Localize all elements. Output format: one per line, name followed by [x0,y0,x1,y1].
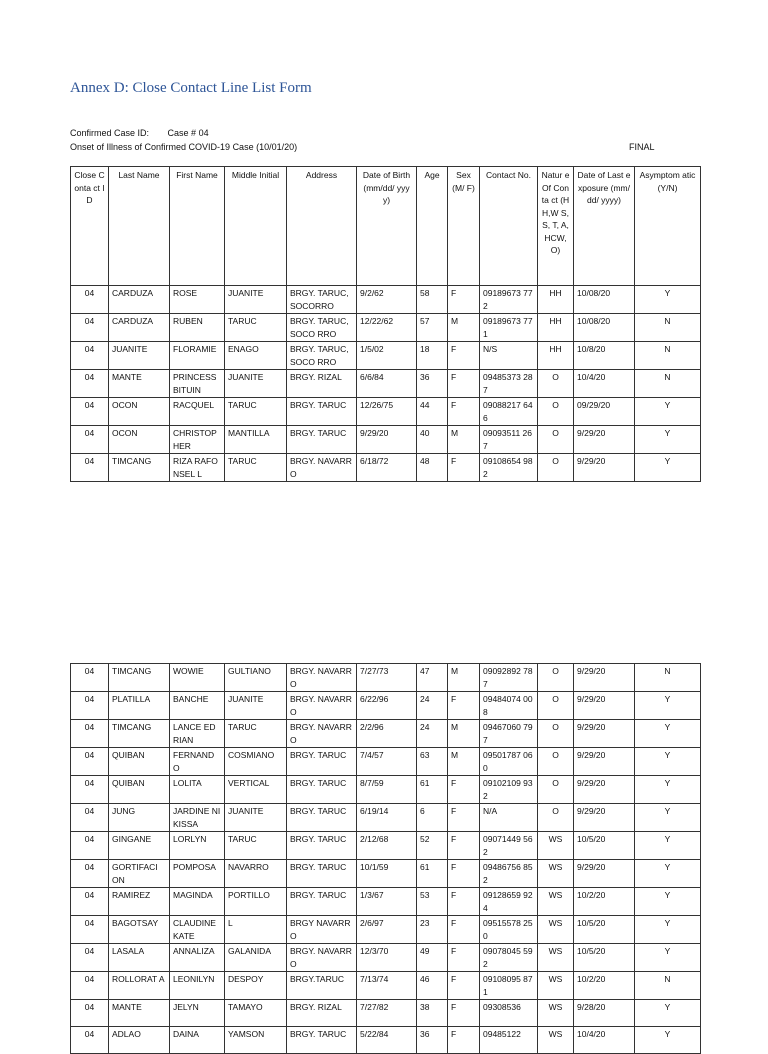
cell-dob: 6/22/96 [357,692,417,720]
cell-middle-initial: TAMAYO [225,1000,287,1027]
cell-sex: F [448,454,480,482]
cell-first-name: LEONILYN [170,972,225,1000]
cell-sex: M [448,748,480,776]
cell-id: 04 [71,398,109,426]
cell-last-name: JUNG [109,804,170,832]
cell-age: 61 [417,860,448,888]
cell-nature: WS [538,916,574,944]
cell-nature: HH [538,314,574,342]
cell-id: 04 [71,972,109,1000]
cell-contact-no: 09078045 592 [480,944,538,972]
cell-last-exposure: 10/5/20 [574,944,635,972]
cell-middle-initial: DESPOY [225,972,287,1000]
cell-asymptomatic: N [635,664,701,692]
cell-contact-no: 09515578 250 [480,916,538,944]
cell-nature: O [538,426,574,454]
table-row [71,426,701,454]
cell-last-name: LASALA [109,944,170,972]
cell-dob: 12/3/70 [357,944,417,972]
cell-contact-no: 09102109 932 [480,776,538,804]
cell-sex: F [448,692,480,720]
cell-last-exposure: 9/29/20 [574,426,635,454]
cell-address: BRGY. NAVARRO [287,692,357,720]
cell-address: BRGY. TARUC [287,860,357,888]
cell-last-name: GINGANE [109,832,170,860]
cell-id: 04 [71,314,109,342]
cell-first-name: RIZA RAFONSEL L [170,454,225,482]
cell-asymptomatic: Y [635,804,701,832]
table-row [71,748,701,776]
cell-age: 36 [417,1027,448,1054]
confirmed-case-label: Confirmed Case ID: [70,128,150,138]
cell-address: BRGY. TARUC [287,426,357,454]
cell-last-name: TIMCANG [109,720,170,748]
cell-last-exposure: 9/29/20 [574,748,635,776]
cell-first-name: FLORAMIE [170,342,225,370]
cell-contact-no: 09108095 871 [480,972,538,1000]
cell-age: 18 [417,342,448,370]
cell-asymptomatic: Y [635,860,701,888]
cell-last-exposure: 9/29/20 [574,454,635,482]
cell-last-name: TIMCANG [109,454,170,482]
cell-sex: F [448,286,480,314]
cell-dob: 2/2/96 [357,720,417,748]
header-first-name: First Name [170,167,225,286]
cell-dob: 7/27/73 [357,664,417,692]
cell-last-exposure: 10/5/20 [574,916,635,944]
cell-first-name: RACQUEL [170,398,225,426]
cell-sex: M [448,314,480,342]
cell-id: 04 [71,1000,109,1027]
cell-contact-no: 09485122 [480,1027,538,1054]
cell-first-name: WOWIE [170,664,225,692]
header-middle-initial: Middle Initial [225,167,287,286]
cell-last-name: OCON [109,398,170,426]
cell-dob: 6/6/84 [357,370,417,398]
cell-first-name: CLAUDINE KATE [170,916,225,944]
cell-age: 23 [417,916,448,944]
cell-first-name: JARDINE NIKISSA [170,804,225,832]
cell-asymptomatic: Y [635,286,701,314]
cell-middle-initial: COSMIANO [225,748,287,776]
cell-nature: O [538,664,574,692]
cell-id: 04 [71,860,109,888]
cell-address: BRGY. TARUC [287,888,357,916]
cell-middle-initial: ENAGO [225,342,287,370]
cell-last-name: MANTE [109,370,170,398]
cell-id: 04 [71,832,109,860]
cell-dob: 10/1/59 [357,860,417,888]
cell-sex: M [448,664,480,692]
cell-last-exposure: 9/29/20 [574,860,635,888]
cell-first-name: FERNAND O [170,748,225,776]
cell-nature: O [538,804,574,832]
cell-sex: F [448,342,480,370]
cell-nature: WS [538,860,574,888]
cell-middle-initial: L [225,916,287,944]
cell-age: 63 [417,748,448,776]
cell-age: 52 [417,832,448,860]
cell-dob: 1/5/02 [357,342,417,370]
cell-contact-no: N/S [480,342,538,370]
cell-nature: HH [538,342,574,370]
cell-asymptomatic: Y [635,426,701,454]
cell-asymptomatic: N [635,370,701,398]
cell-asymptomatic: Y [635,720,701,748]
cell-age: 61 [417,776,448,804]
cell-middle-initial: JUANITE [225,286,287,314]
table-row [71,972,701,1000]
cell-last-exposure: 10/2/20 [574,888,635,916]
cell-last-exposure: 10/2/20 [574,972,635,1000]
cell-nature: O [538,748,574,776]
cell-age: 58 [417,286,448,314]
cell-middle-initial: JUANITE [225,370,287,398]
contact-table-part-1 [70,166,701,482]
cell-first-name: CHRISTOP HER [170,426,225,454]
cell-last-exposure: 9/29/20 [574,720,635,748]
cell-middle-initial: PORTILLO [225,888,287,916]
cell-asymptomatic: Y [635,916,701,944]
cell-first-name: ANNALIZA [170,944,225,972]
cell-contact-no: 09071449 562 [480,832,538,860]
header-last-name: Last Name [109,167,170,286]
header-address: Address [287,167,357,286]
cell-contact-no: 09092892 787 [480,664,538,692]
cell-id: 04 [71,664,109,692]
cell-last-name: QUIBAN [109,748,170,776]
cell-last-exposure: 10/08/20 [574,286,635,314]
cell-asymptomatic: N [635,314,701,342]
cell-id: 04 [71,342,109,370]
header-date-last-exposure: Date of Last exposure (mm/dd/ yyyy) [574,167,635,286]
cell-sex: F [448,832,480,860]
cell-nature: WS [538,888,574,916]
cell-nature: O [538,692,574,720]
cell-last-name: ADLAO [109,1027,170,1054]
cell-last-name: TIMCANG [109,664,170,692]
cell-address: BRGY. NAVARRO [287,664,357,692]
table-row [71,286,701,314]
cell-contact-no: 09128659 924 [480,888,538,916]
cell-address: BRGY. TARUC [287,776,357,804]
cell-first-name: LANCE EDRIAN [170,720,225,748]
cell-age: 36 [417,370,448,398]
onset-line: Onset of Illness of Confirmed COVID-19 Case (10/01/20) [70,142,298,152]
cell-dob: 9/2/62 [357,286,417,314]
cell-nature: O [538,720,574,748]
header-nature-of-contact: Natur e Of Conta ct (HH,W S, S, T, A, HCW, O) [538,167,574,286]
cell-middle-initial: TARUC [225,398,287,426]
cell-first-name: RUBEN [170,314,225,342]
cell-nature: WS [538,1027,574,1054]
cell-age: 53 [417,888,448,916]
cell-asymptomatic: Y [635,888,701,916]
cell-dob: 12/22/62 [357,314,417,342]
cell-age: 44 [417,398,448,426]
confirmed-case-value: Case # 04 [167,128,209,138]
cell-id: 04 [71,720,109,748]
cell-middle-initial: MANTILLA [225,426,287,454]
cell-age: 6 [417,804,448,832]
cell-contact-no: N/A [480,804,538,832]
cell-age: 24 [417,720,448,748]
cell-dob: 1/3/67 [357,888,417,916]
cell-last-name: CARDUZA [109,314,170,342]
cell-sex: F [448,1000,480,1027]
contact-table-part-2 [70,663,701,1054]
cell-address: BRGY. RIZAL [287,1000,357,1027]
cell-middle-initial: JUANITE [225,804,287,832]
cell-dob: 8/7/59 [357,776,417,804]
cell-id: 04 [71,776,109,804]
cell-nature: O [538,454,574,482]
cell-last-exposure: 9/28/20 [574,1000,635,1027]
cell-first-name: POMPOSA [170,860,225,888]
cell-middle-initial: GULTIANO [225,664,287,692]
cell-id: 04 [71,426,109,454]
cell-nature: WS [538,1000,574,1027]
header-contact-no: Contact No. [480,167,538,286]
cell-address: BRGY.TARUC [287,972,357,1000]
cell-id: 04 [71,748,109,776]
cell-nature: WS [538,972,574,1000]
header-close-contact-id: Close Conta ct ID [71,167,109,286]
cell-id: 04 [71,454,109,482]
cell-sex: F [448,370,480,398]
cell-id: 04 [71,1027,109,1054]
cell-dob: 2/6/97 [357,916,417,944]
table-row [71,776,701,804]
cell-nature: WS [538,832,574,860]
cell-contact-no: 09485373 287 [480,370,538,398]
cell-address: BRGY. NAVARRO [287,944,357,972]
cell-first-name: ROSE [170,286,225,314]
cell-asymptomatic: Y [635,398,701,426]
cell-first-name: DAINA [170,1027,225,1054]
cell-sex: F [448,860,480,888]
cell-sex: F [448,1027,480,1054]
cell-last-exposure: 9/29/20 [574,664,635,692]
table-row [71,342,701,370]
cell-address: BRGY. TARUC [287,1027,357,1054]
table-row [71,720,701,748]
cell-age: 57 [417,314,448,342]
cell-contact-no: 09088217 646 [480,398,538,426]
cell-age: 46 [417,972,448,1000]
cell-last-exposure: 9/29/20 [574,692,635,720]
cell-dob: 12/26/75 [357,398,417,426]
cell-age: 40 [417,426,448,454]
table-row [71,454,701,482]
cell-asymptomatic: N [635,342,701,370]
cell-dob: 2/12/68 [357,832,417,860]
cell-middle-initial: JUANITE [225,692,287,720]
cell-contact-no: 09189673 771 [480,314,538,342]
table-row [71,664,701,692]
cell-id: 04 [71,692,109,720]
cell-sex: F [448,888,480,916]
cell-id: 04 [71,804,109,832]
cell-last-name: GORTIFACI ON [109,860,170,888]
cell-contact-no: 09486756 852 [480,860,538,888]
cell-id: 04 [71,286,109,314]
cell-asymptomatic: Y [635,1000,701,1027]
cell-first-name: LORLYN [170,832,225,860]
table-row [71,916,701,944]
cell-sex: F [448,804,480,832]
cell-asymptomatic: Y [635,776,701,804]
cell-address: BRGY. RIZAL [287,370,357,398]
cell-contact-no: 09308536 [480,1000,538,1027]
table-row [71,1027,701,1054]
cell-address: BRGY. TARUC [287,398,357,426]
cell-asymptomatic: N [635,972,701,1000]
cell-last-exposure: 10/8/20 [574,342,635,370]
cell-nature: WS [538,944,574,972]
cell-first-name: LOLITA [170,776,225,804]
cell-nature: O [538,776,574,804]
cell-asymptomatic: Y [635,832,701,860]
header-asymptomatic: Asymptom atic (Y/N) [635,167,701,286]
cell-age: 49 [417,944,448,972]
cell-last-exposure: 9/29/20 [574,776,635,804]
cell-first-name: MAGINDA [170,888,225,916]
cell-asymptomatic: Y [635,454,701,482]
cell-middle-initial: TARUC [225,720,287,748]
cell-address: BRGY. TARUC,SOCO RRO [287,314,357,342]
table-row [71,944,701,972]
cell-dob: 7/13/74 [357,972,417,1000]
cell-address: BRGY NAVARRO [287,916,357,944]
cell-contact-no: 09189673 772 [480,286,538,314]
page-title: Annex D: Close Contact Line List Form [70,80,312,96]
cell-dob: 7/4/57 [357,748,417,776]
cell-first-name: PRINCESS BITUIN [170,370,225,398]
cell-sex: F [448,944,480,972]
cell-address: BRGY. TARUC [287,832,357,860]
cell-id: 04 [71,944,109,972]
cell-dob: 7/27/82 [357,1000,417,1027]
cell-address: BRGY. TARUC [287,804,357,832]
cell-age: 38 [417,1000,448,1027]
cell-address: BRGY. NAVARRO [287,720,357,748]
cell-dob: 6/19/14 [357,804,417,832]
status-label: FINAL [629,142,655,152]
cell-address: BRGY. TARUC, SOCORRO [287,286,357,314]
table-row [71,1000,701,1027]
cell-last-name: OCON [109,426,170,454]
cell-nature: O [538,398,574,426]
cell-last-exposure: 10/5/20 [574,832,635,860]
cell-dob: 6/18/72 [357,454,417,482]
cell-middle-initial: GALANIDA [225,944,287,972]
table-row [71,832,701,860]
cell-contact-no: 09467060 797 [480,720,538,748]
cell-contact-no: 09484074 008 [480,692,538,720]
cell-last-name: JUANITE [109,342,170,370]
cell-first-name: BANCHE [170,692,225,720]
cell-last-name: QUIBAN [109,776,170,804]
table-row [71,804,701,832]
header-age: Age [417,167,448,286]
table-row [71,314,701,342]
cell-first-name: JELYN [170,1000,225,1027]
cell-contact-no: 09093511 267 [480,426,538,454]
table-row [71,860,701,888]
cell-last-exposure: 10/4/20 [574,1027,635,1054]
table-row [71,370,701,398]
cell-age: 24 [417,692,448,720]
cell-sex: F [448,776,480,804]
cell-last-name: ROLLORAT A [109,972,170,1000]
cell-last-exposure: 10/08/20 [574,314,635,342]
header-sex: Sex (M/ F) [448,167,480,286]
cell-middle-initial: TARUC [225,314,287,342]
table-row [71,398,701,426]
cell-sex: M [448,720,480,748]
cell-contact-no: 09501787 060 [480,748,538,776]
cell-dob: 5/22/84 [357,1027,417,1054]
cell-last-exposure: 09/29/20 [574,398,635,426]
cell-middle-initial: VERTICAL [225,776,287,804]
cell-id: 04 [71,888,109,916]
cell-middle-initial: TARUC [225,454,287,482]
cell-dob: 9/29/20 [357,426,417,454]
cell-asymptomatic: Y [635,748,701,776]
cell-middle-initial: YAMSON [225,1027,287,1054]
cell-middle-initial: NAVARRO [225,860,287,888]
cell-address: BRGY. TARUC [287,748,357,776]
cell-asymptomatic: Y [635,1027,701,1054]
cell-last-name: BAGOTSAY [109,916,170,944]
table-row [71,888,701,916]
cell-asymptomatic: Y [635,944,701,972]
cell-address: BRGY. TARUC,SOCO RRO [287,342,357,370]
cell-last-name: MANTE [109,1000,170,1027]
cell-sex: M [448,426,480,454]
cell-address: BRGY. NAVARRO [287,454,357,482]
cell-id: 04 [71,916,109,944]
cell-last-name: PLATILLA [109,692,170,720]
cell-asymptomatic: Y [635,692,701,720]
cell-contact-no: 09108654 982 [480,454,538,482]
cell-last-name: RAMIREZ [109,888,170,916]
table-row [71,692,701,720]
cell-sex: F [448,972,480,1000]
cell-nature: HH [538,286,574,314]
cell-sex: F [448,916,480,944]
cell-id: 04 [71,370,109,398]
cell-last-exposure: 10/4/20 [574,370,635,398]
cell-age: 48 [417,454,448,482]
cell-last-name: CARDUZA [109,286,170,314]
cell-middle-initial: TARUC [225,832,287,860]
cell-sex: F [448,398,480,426]
header-date-of-birth: Date of Birth (mm/dd/ yyyy) [357,167,417,286]
confirmed-case-line [70,128,209,138]
cell-age: 47 [417,664,448,692]
cell-last-exposure: 9/29/20 [574,804,635,832]
cell-nature: O [538,370,574,398]
